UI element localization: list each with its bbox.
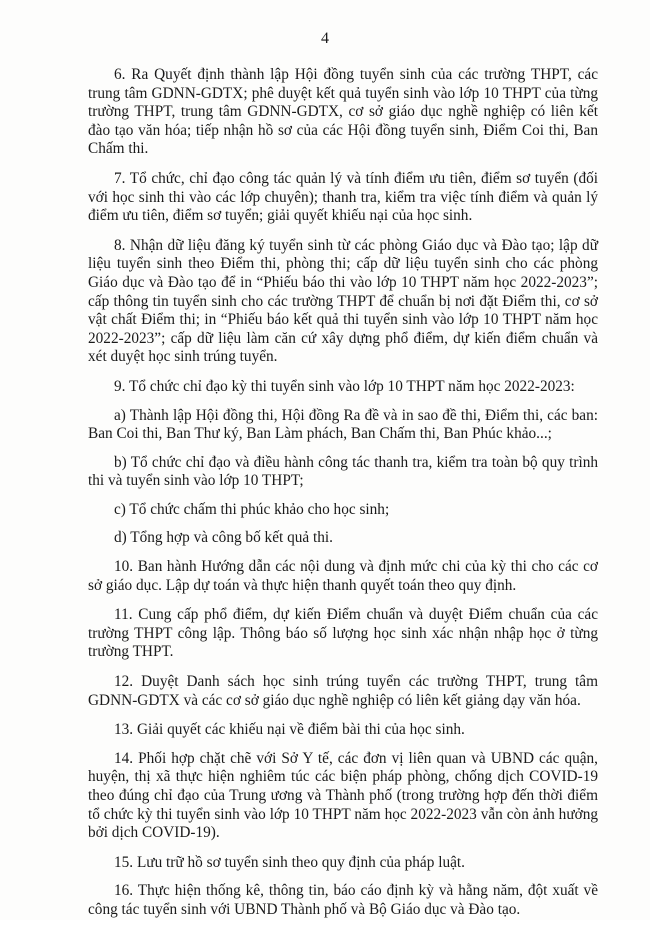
paragraph-9: 9. Tổ chức chỉ đạo kỳ thi tuyển sinh vào lớp 10 THPT năm học 2022-2023: [114, 377, 575, 395]
paragraph-14: 14. Phối hợp chặt chẽ với Sở Y tế, các đơn vị liên quan và UBND các quận, huyện, thị xã thực hiện nghiêm túc các biện pháp phòng, chống dịch COVID-19 theo đúng chỉ đạo của Trung ương và Thành phố (trong trường hợp đến thời điểm tổ chức kỳ thi tuyển sinh vào lớp 10 THPT năm học 2022-2023 vẫn còn ảnh hưởng bởi dịch COVID-19). [88, 749, 598, 842]
paragraph-7: 7. Tổ chức, chỉ đạo công tác quản lý và tính điểm ưu tiên, điểm sơ tuyển (đối với học sinh thi vào các lớp chuyên); thanh tra, kiểm tra việc tính điểm và quản lý điểm ưu tiên, điểm sơ tuyển; giải quyết khiếu nại của học sinh. [88, 169, 598, 225]
paragraph-10: 10. Ban hành Hướng dẫn các nội dung và định mức chi của kỳ thi cho các cơ sở giáo dục. Lập dự toán và thực hiện thanh quyết toán theo quy định. [88, 558, 598, 594]
paragraph-9c: c) Tổ chức chấm thi phúc khảo cho học sinh; [114, 500, 390, 518]
paragraph-13: 13. Giải quyết các khiếu nại về điểm bài thi của học sinh. [114, 721, 465, 739]
paragraph-9a: a) Thành lập Hội đồng thi, Hội đồng Ra đề và in sao đề thi, Điểm thi, các ban: Ban Coi thi, Ban Thư ký, Ban Làm phách, Ban Chấm thi, Ban Phúc khảo...; [88, 406, 598, 443]
paragraph-12: 12. Duyệt Danh sách học sinh trúng tuyển các trường THPT, trung tâm GDNN-GDTX và các cơ sở giáo dục nghề nghiệp có liên kết giảng dạy văn hóa. [88, 673, 598, 709]
paragraph-9b: b) Tổ chức chỉ đạo và điều hành công tác thanh tra, kiểm tra toàn bộ quy trình thi và tuyển sinh vào lớp 10 THPT; [88, 453, 598, 490]
paragraph-15: 15. Lưu trữ hồ sơ tuyển sinh theo quy định của pháp luật. [114, 853, 465, 871]
paragraph-16: 16. Thực hiện thống kê, thông tin, báo cáo định kỳ và hằng năm, đột xuất về công tác tuyển sinh với UBND Thành phố và Bộ Giáo dục và Đào tạo. [88, 882, 598, 918]
page-number: 4 [321, 30, 329, 47]
paragraph-6: 6. Ra Quyết định thành lập Hội đồng tuyển sinh của các trường THPT, các trung tâm GDNN-GDTX; phê duyệt kết quả tuyển sinh vào lớp 10 THPT của từng trường THPT, trung tâm GDNN-GDTX, cơ sở giáo dục nghề nghiệp có liên kết đào tạo văn hóa; tiếp nhận hồ sơ của các Hội đồng tuyển sinh, Điểm Coi thi, Ban Chấm thi. [88, 66, 598, 158]
paragraph-8: 8. Nhận dữ liệu đăng ký tuyển sinh từ các phòng Giáo dục và Đào tạo; lập dữ liệu tuyển sinh theo Điểm thi, phòng thi; cấp dữ liệu tuyển sinh cho các phòng Giáo dục và Đào tạo để in “Phiếu báo thi vào lớp 10 THPT năm học 2022-2023”; cấp thông tin tuyển sinh cho các trường THPT để chuẩn bị nơi đặt Điểm thi, cơ sở vật chất Điểm thi; in “Phiếu báo kết quả thi tuyển sinh vào lớp 10 THPT năm học 2022-2023”; cấp dữ liệu làm căn cứ xây dựng phổ điểm, dự kiến điểm chuẩn và xét duyệt học sinh trúng tuyển. [88, 236, 598, 366]
document-body [88, 66, 598, 931]
paragraph-9d: d) Tổng hợp và công bố kết quả thi. [114, 529, 333, 547]
paragraph-11: 11. Cung cấp phổ điểm, dự kiến Điểm chuẩn và duyệt Điểm chuẩn của các trường THPT công lập. Thông báo số lượng học sinh xác nhận nhập học ở từng trường THPT. [88, 606, 598, 661]
